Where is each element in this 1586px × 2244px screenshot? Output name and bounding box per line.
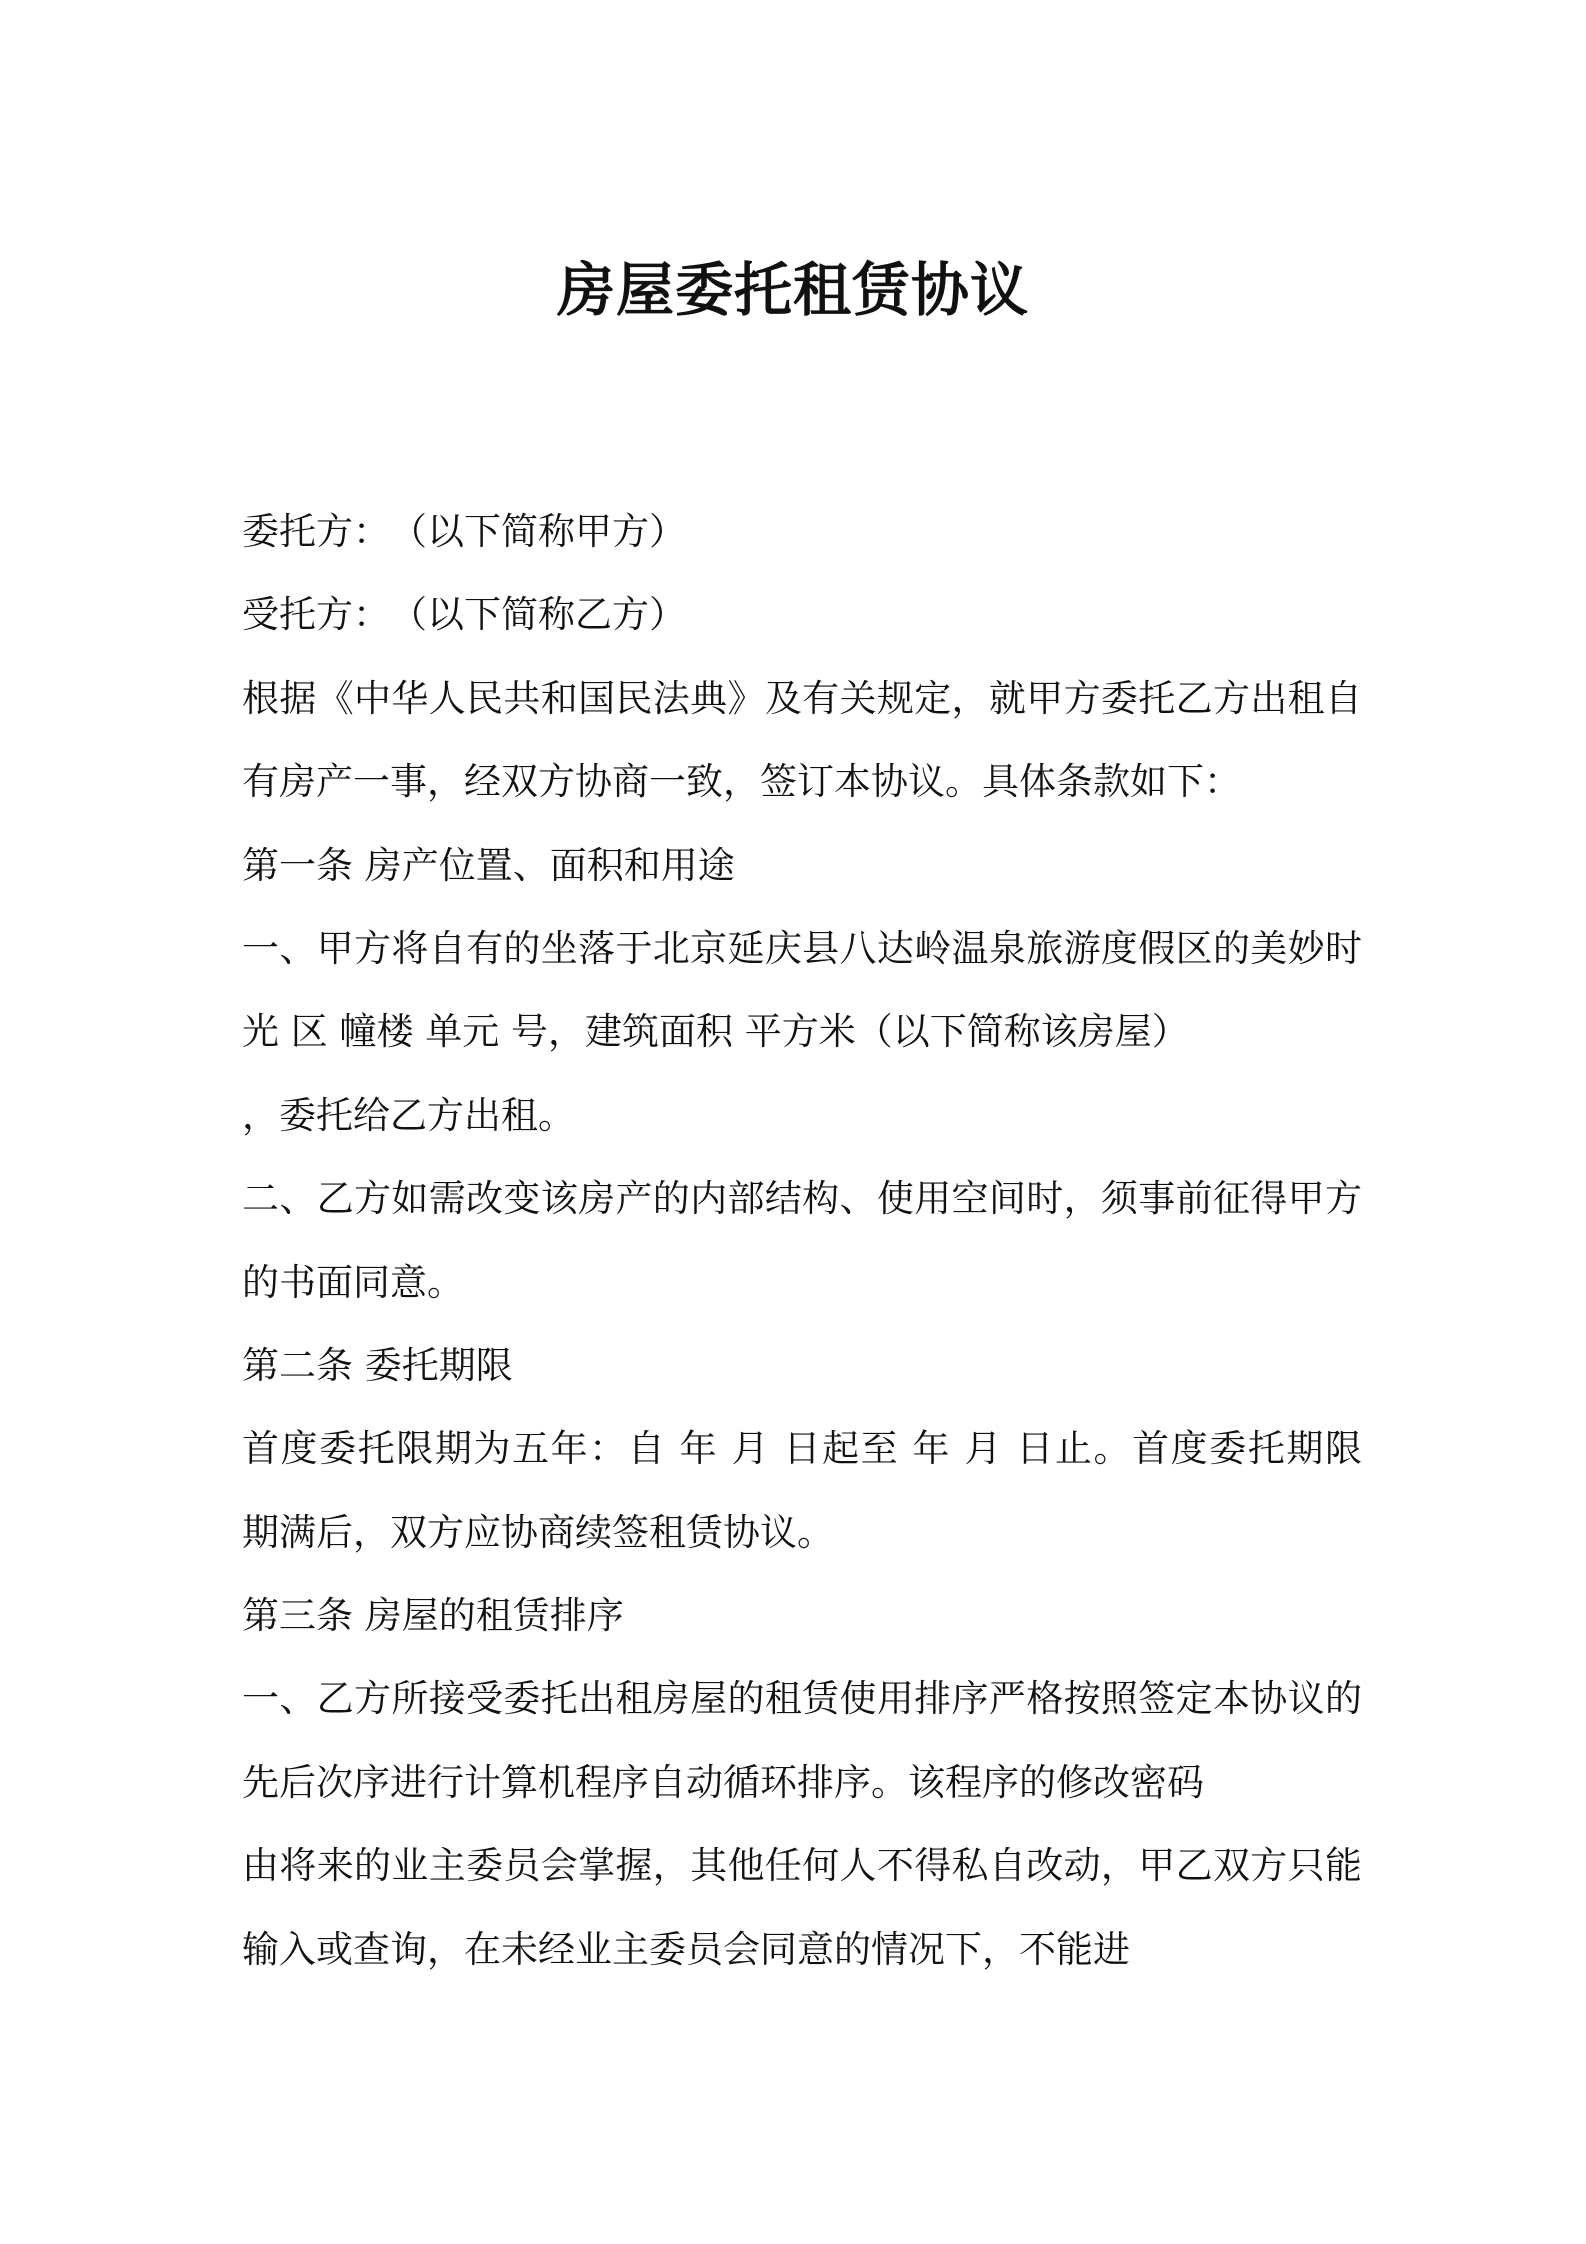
text-line: 的书面同意。 xyxy=(242,1260,464,1304)
text-line: 受托方： （以下简称乙方） xyxy=(242,593,686,637)
text-line: 首度委托限期为五年：自 年 月 日起至 年 月 日止。首度委托期限 xyxy=(242,1427,1362,1471)
text-line: 输入或查询，在未经业主委员会同意的情况下，不能进 xyxy=(242,1927,1130,1971)
text-line: 期满后，双方应协商续签租赁协议。 xyxy=(242,1510,834,1554)
section-heading: 第三条 房屋的租赁排序 xyxy=(242,1594,624,1638)
text-line: 根据《中华人民共和国民法典》及有关规定，就甲方委托乙方出租自 xyxy=(242,676,1362,720)
text-line: 二、乙方如需改变该房产的内部结构、使用空间时，须事前征得甲方 xyxy=(242,1177,1362,1221)
text-line: 一、乙方所接受委托出租房屋的租赁使用排序严格按照签定本协议的 xyxy=(242,1677,1362,1721)
text-line: 委托方： （以下简称甲方） xyxy=(242,510,686,553)
document-title: 房屋委托租赁协议 xyxy=(556,256,1029,324)
text-line: 先后次序进行计算机程序自动循环排序。该程序的修改密码 xyxy=(242,1760,1204,1804)
document-body xyxy=(242,490,1362,1991)
text-line: 有房产一事，经双方协商一致，签订本协议。具体条款如下： xyxy=(242,760,1241,804)
text-line: ，委托给乙方出租。 xyxy=(242,1093,575,1137)
text-line: 一、甲方将自有的坐落于北京延庆县八达岭温泉旅游度假区的美妙时 xyxy=(242,926,1362,970)
text-line: 光 区 幢楼 单元 号，建筑面积 平方米（以下简称该房屋） xyxy=(242,1010,1189,1054)
section-heading: 第一条 房产位置、面积和用途 xyxy=(242,843,735,887)
section-heading: 第二条 委托期限 xyxy=(242,1343,513,1387)
text-line: 由将来的业主委员会掌握，其他任何人不得私自改动，甲乙双方只能 xyxy=(242,1844,1362,1888)
